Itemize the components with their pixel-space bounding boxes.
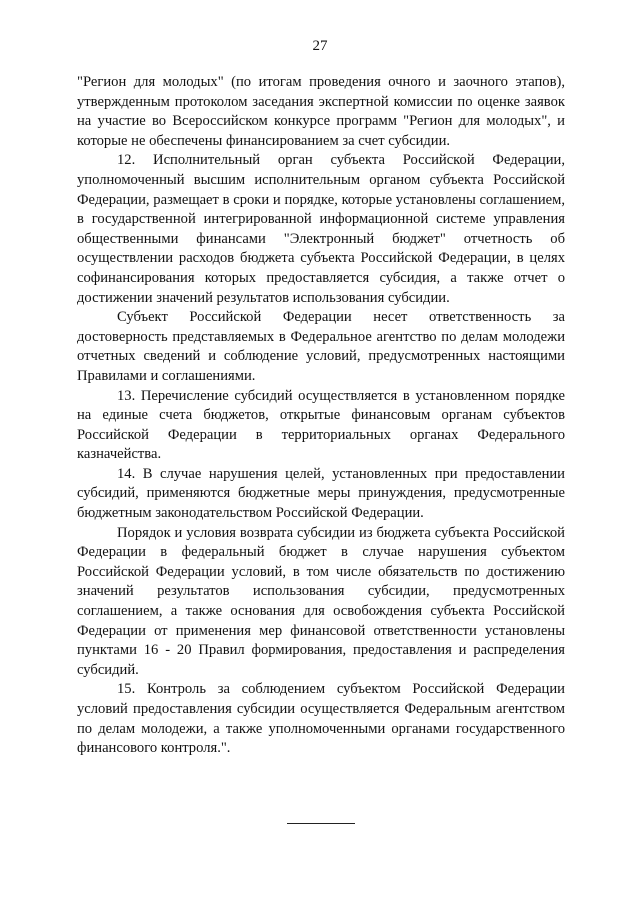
paragraph-continuation: "Регион для молодых" (по итогам проведения очного и заочного этапов), утвержденным протоколом заседания экспертной комиссии по оценке заявок на участие во Всероссийском конкурсе программ "Регион для молодых", и которые не обеспечены финансированием за счет субсидии. xyxy=(77,74,565,149)
paragraph-item-13: 13. Перечисление субсидий осуществляется в установленном порядке на единые счета бюджетов, открытые финансовым органам субъектов Российской Федерации в территориальных органах Федерального казначейства. xyxy=(77,387,565,463)
paragraph-refund-procedure: Порядок и условия возврата субсидии из бюджета субъекта Российской Федерации в федеральный бюджет в случае нарушения субъектом Российской Федерации условий, в том числе обязательств по достижению значений результатов использования субсидии, предусмотренных соглашением, а также основания для освобождения субъекта Российской Федерации от применения мер финансовой ответственности установлены пунктами 16 - 20 Правил формирования, предоставления и распределения субсидий. xyxy=(77,524,565,678)
document-body xyxy=(77,73,565,759)
page-number: 27 xyxy=(312,38,328,54)
paragraph-item-15: 15. Контроль за соблюдением субъектом Российской Федерации условий предоставления субсидии осуществляется Федеральным агентством по делам молодежи, а также уполномоченными органами государственного финансового контроля.". xyxy=(77,681,565,757)
paragraph-item-14: 14. В случае нарушения целей, установленных при предоставлении субсидий, применяются бюджетные меры принуждения, предусмотренные бюджетным законодательством Российской Федерации. xyxy=(77,465,565,522)
paragraph-responsibility: Субъект Российской Федерации несет ответственность за достоверность представляемых в Федеральное агентство по делам молодежи отчетных сведений и соблюдение условий, предусмотренных настоящими Правилами и соглашениями. xyxy=(77,309,565,384)
paragraph-item-12: 12. Исполнительный орган субъекта Российской Федерации, уполномоченный высшим исполнительным органом субъекта Российской Федерации, размещает в сроки и порядке, которые установлены соглашением, в государственной интегрированной информационной системе управления общественными финансами "Электронный бюджет" отчетность об осуществлении расходов бюджета субъекта Российской Федерации, в целях софинансирования которых предоставляется субсидия, а также отчет о достижении значений результатов использования субсидии. xyxy=(77,152,565,306)
end-separator-line xyxy=(287,823,355,824)
